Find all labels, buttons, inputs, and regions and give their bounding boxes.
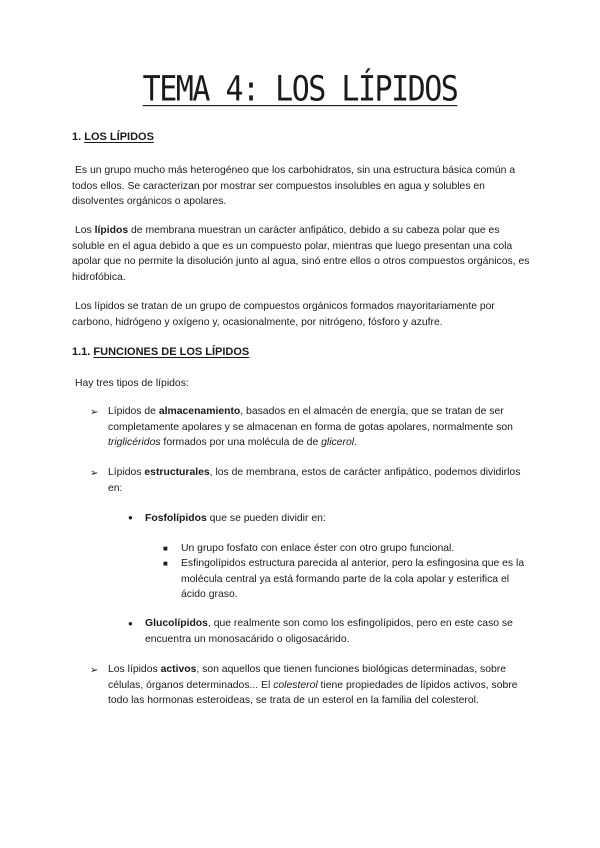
- arrow-bullet-icon: ➢: [90, 407, 99, 418]
- list-item-glucolipidos: Glucolípidos, que realmente son como los esfingolípidos, pero en este caso se encuentra un monosacárido o oligosacárido.: [145, 618, 513, 645]
- list-intro: Hay tres tipos de lípidos:: [75, 378, 189, 389]
- section-title: LOS LÍPIDOS: [84, 131, 154, 143]
- paragraph-intro: Es un grupo mucho más heterogéneo que los carbohidratos, sin una estructura básica común a todos ellos. Se caracterizan por mostrar ser compuestos insolubles en agua y solubles en disolventes orgánicos o apolares.: [72, 165, 516, 208]
- paragraph-membrane: Los lípidos de membrana muestran un carácter anfipático, debido a su cabeza polar que es soluble en el agua debido a que es un compuesto polar, mientras que luego presentan una cola apolar que no permite la disolución junto al agua, sinó entre ellos o otros compuestos orgánicos, es hidrofóbica.: [72, 225, 530, 284]
- list-item-almacenamiento: Lípidos de almacenamiento, basados en el almacén de energía, que se tratan de ser completamente apolares y se almacenan en forma de gotas apolares, normalmente son triglicéridos formados por una molécula de de glicerol.: [108, 406, 513, 449]
- section-heading-1-1: [72, 346, 249, 358]
- section-heading-1: [72, 131, 154, 143]
- section-number: 1.: [72, 131, 82, 143]
- square-bullet-icon: ■: [163, 559, 168, 568]
- sublist-item-fosfato: Un grupo fosfato con enlace éster con otro grupo funcional.: [181, 543, 455, 554]
- list-item-fosfolipidos: Fosfolípidos que se pueden dividir en:: [145, 513, 326, 524]
- section-number: 1.1.: [72, 346, 91, 358]
- sublist-item-esfingolipidos: Esfingolípidos estructura parecida al anterior, pero la esfingosina que es la molécula central ya está formando parte de la cola apolar y esterifica el ácido graso.: [181, 558, 525, 601]
- list-item-activos: Los lípidos activos, son aquellos que tienen funciones biológicas determinadas, sobre células, órganos determinados... El colesterol tiene propiedades de lípidos activos, sobre todo las hormonas esteroideas, se trata de un esterol en la familia del colesterol.: [108, 664, 518, 707]
- arrow-bullet-icon: ➢: [90, 468, 99, 479]
- paragraph-composition: Los lípidos se tratan de un grupo de compuestos orgánicos formados mayoritariamente por carbono, hidrógeno y oxígeno y, ocasionalmente, por nitrógeno, fósforo y azufre.: [72, 301, 495, 328]
- circle-bullet-icon: ●: [128, 619, 133, 628]
- list-item-estructurales: Lípidos estructurales, los de membrana, estos de carácter anfipático, podemos dividirlos en:: [108, 467, 521, 494]
- circle-bullet-icon: ●: [128, 513, 133, 522]
- section-title: FUNCIONES DE LOS LÍPIDOS: [93, 346, 250, 358]
- bold-term: lípidos: [94, 225, 129, 236]
- arrow-bullet-icon: ➢: [90, 665, 99, 676]
- page-title: TEMA 4: LOS LÍPIDOS: [142, 69, 458, 110]
- square-bullet-icon: ■: [163, 544, 168, 553]
